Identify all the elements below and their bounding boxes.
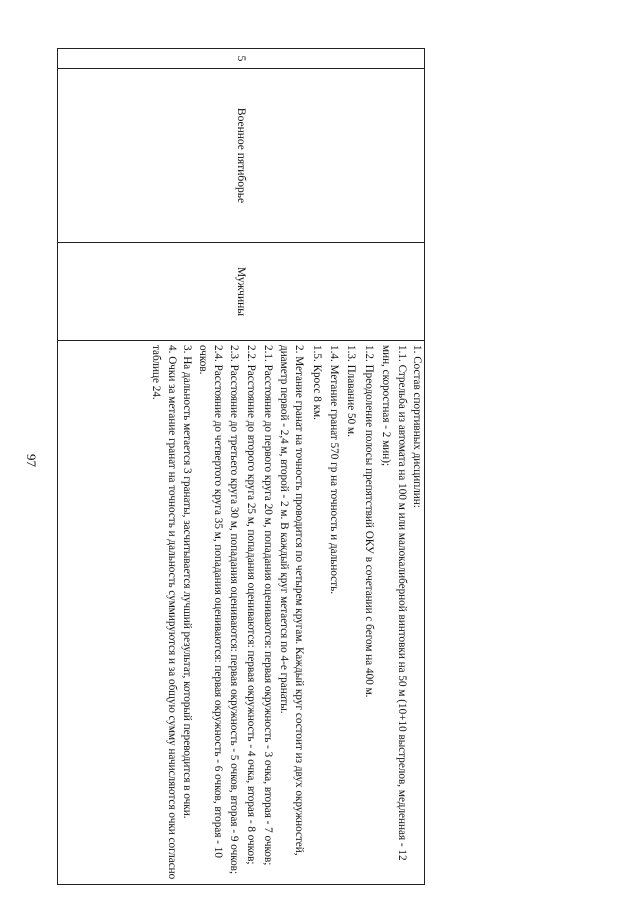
table-row <box>58 49 425 885</box>
rules-cell <box>58 341 425 885</box>
discipline-name-cell: Военное пятиборье <box>58 69 425 243</box>
category-cell: Мужчины <box>58 243 425 341</box>
rule-line: 1. Состав спортивных дисциплин: <box>411 345 423 508</box>
rule-line: 2.2. Расстояние до второго круга 25 м, попадания оцениваются: первая окружность - 4 очка, вторая - 8 очков; <box>244 345 257 865</box>
rule-line: 2.4. Расстояние до четвертого круга 35 м, попадания оцениваются: первая окружность - 6 очков, вторая - 10 очков. <box>196 345 225 858</box>
rule-line: 2. Метание гранат на точность проводится по четырем кругам. Каждый круг состоит из двух окружностей, диаметр первой - 2,4 м, второй - 2 м. В каждый круг метается по 4-е гранаты. <box>277 345 306 856</box>
page-number: 97 <box>24 454 39 467</box>
rule-line: 4. Очки за метание гранат на точность и дальность суммируются и за общую сумму начисляются очки согласно таблице 24. <box>150 345 178 880</box>
sports-rules-table <box>57 48 425 885</box>
rule-line: 1.1. Стрельба из автомата на 100 м или малокалиберной винтовки на 50 м (10+10 выстрелов, медленная - 12 мин, скоростная - 2 мин); <box>380 345 408 861</box>
rule-line: 2.3. Расстояние до третьего круга 30 м, попадания оцениваются: первая окружность - 5 очков, вторая - 9 очков; <box>227 345 240 875</box>
rule-line: 2.1. Расстояние до первого круга 20 м, попадания оцениваются: первая окружность - 3 очка, вторая - 7 очков; <box>262 345 275 866</box>
row-number-cell: 5 <box>58 49 425 69</box>
rule-line: 1.3. Плавание 50 м. <box>345 345 358 437</box>
rule-line: 1.2. Преодоление полосы препятствий ОКУ в сочетании с бегом на 400 м. <box>362 345 375 698</box>
rule-line: 1.4. Метание гранат 570 гр на точность и дальность. <box>327 345 340 594</box>
rules-text <box>148 345 424 880</box>
rotated-table-wrapper <box>57 48 425 885</box>
rule-line: 1.5. Кросс 8 км. <box>310 345 323 420</box>
rule-line: 3. На дальность метается 3 гранаты, засчитывается лучший результат, который переводится в очки. <box>181 345 194 819</box>
